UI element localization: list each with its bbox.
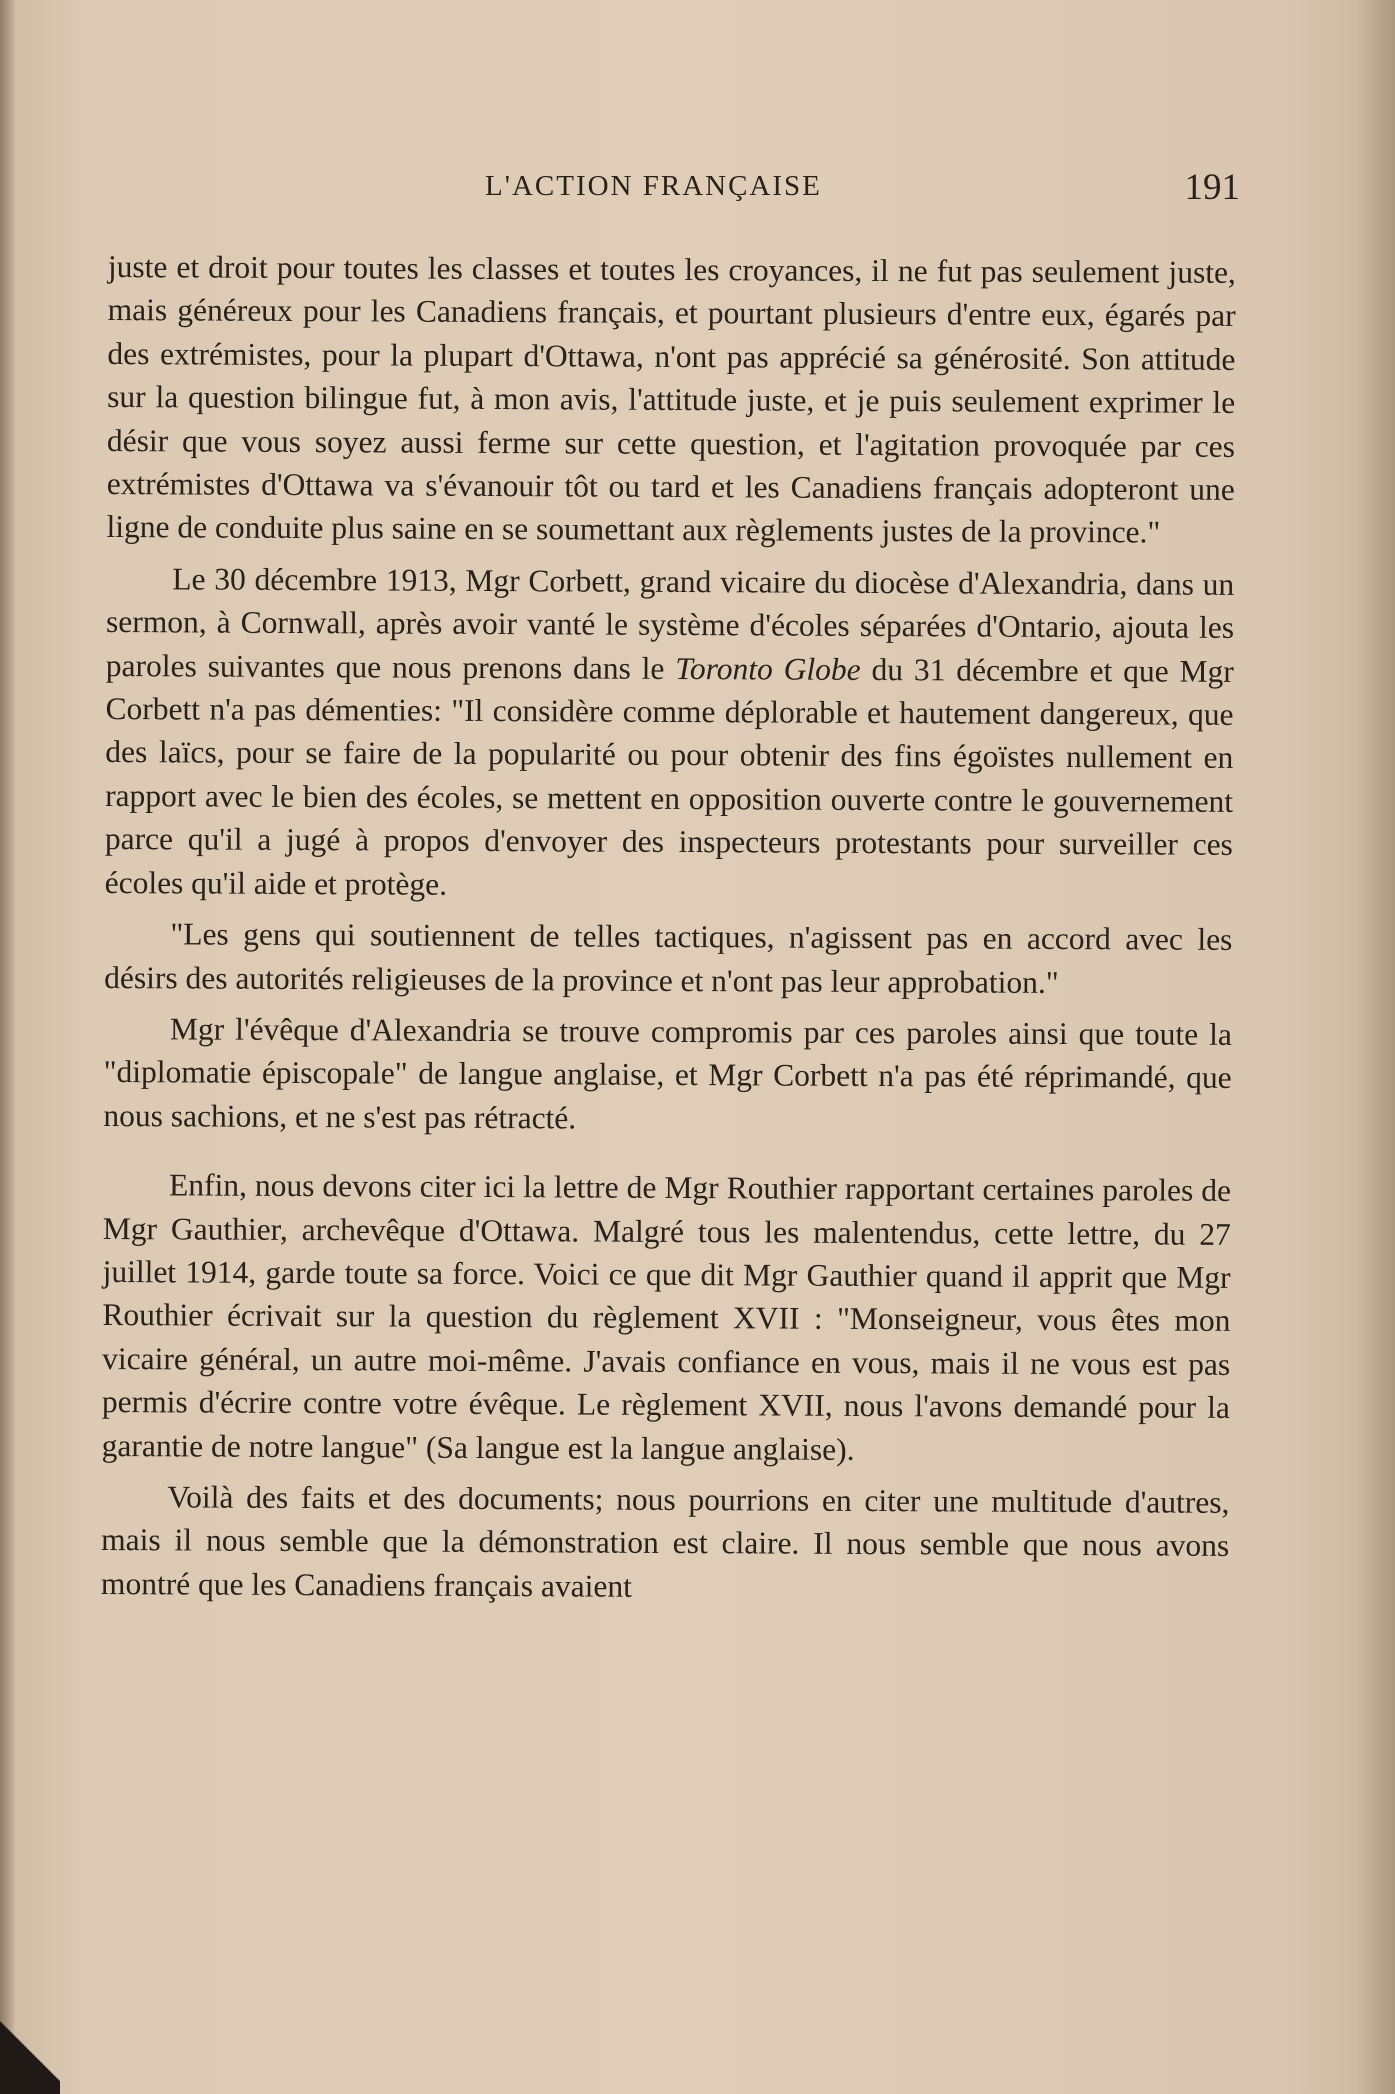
paragraph-conclusion: Voilà des faits et des documents; nous pourrions en citer une multitude d'autres, mais il nous semble que la démonstration est claire. Il nous semble que nous avons montré que les Canadiens français avaient [100,1479,1230,1604]
newspaper-title: Toronto Globe [675,650,861,687]
page-corner-shadow [0,1974,60,2094]
running-title: L'ACTION FRANÇAISE [485,170,822,202]
body-text [101,245,1236,1619]
paragraph-text: Le 30 décembre 1913, Mgr Corbett, grand vicaire du diocèse d'Alexandria, dans un sermon, à Cornwall, après avoir vanté le système d'écoles séparées d'Ontario, ajouta les paroles suivantes que nous prenons dans le [105,561,1235,686]
paragraph-continuation: juste et droit pour toutes les classes et toutes les croyances, il ne fut pas seulement juste, mais généreux pour les Canadiens français, et pourtant plusieurs d'entre eux, égarés par des extrémistes, pour la plupart d'Ottawa, n'ont pas apprécié sa générosité. Son attitude sur la question bilingue fut, à mon avis, l'attitude juste, et je puis seulement exprimer le désir que vous soyez aussi ferme sur cette question, et l'agitation provoquée par ces extrémistes d'Ottawa va s'évanouir tôt ou tard et les Canadiens français adopteront une ligne de conduite plus saine en se soumettant aux règlements justes de la province." [106,248,1236,550]
page-number: 191 [1184,167,1240,208]
paragraph-corbett-sermon [105,557,1235,910]
paragraph-lettre-routhier: Enfin, nous devons citer ici la lettre de Mgr Routhier rapportant certaines paroles de Mgr Gauthier, archevêque d'Ottawa. Malgré tous les malentendus, cette lettre, du 27 juillet 1914, garde toute sa force. Voici ce que dit Mgr Gauthier quand il apprit que Mgr Routhier écrivait sur la question du règlement XVII : "Monseigneur, vous êtes mon vicaire général, un autre moi-même. J'avais confiance en vous, mais il ne vous est pas permis d'écrire contre votre évêque. Le règlement XVII, nous l'avons demandé pour la garantie de notre langue" (Sa langue est la langue anglaise). [101,1167,1232,1467]
paragraph-quote-tactics: "Les gens qui soutiennent de telles tactiques, n'agissent pas en accord avec les désirs des autorités religieuses de la province et n'ont pas leur approbation." [104,916,1233,1000]
paragraph-text: du 31 décembre et que Mgr Corbett n'a pas démenties: "Il considère comme déplorable et hautement dangereux, que des laïcs, pour se faire de la popularité ou pour obtenir des fins égoïstes nullement en rapport avec le bien des écoles, se mettent en opposition ouverte contre le gouvernement parce qu'il a jugé à propos d'envoyer des inspecteurs protestants pour surveiller ces écoles qu'il aide et protège. [104,651,1234,902]
paragraph-eveque-alexandria: Mgr l'évêque d'Alexandria se trouve compromis par ces paroles ainsi que toute la "diplomatie épiscopale" de langue anglaise, et Mgr Corbett n'a pas été réprimandé, que nous sachions, et ne s'est pas rétracté. [103,1011,1232,1136]
running-head [105,167,1240,216]
